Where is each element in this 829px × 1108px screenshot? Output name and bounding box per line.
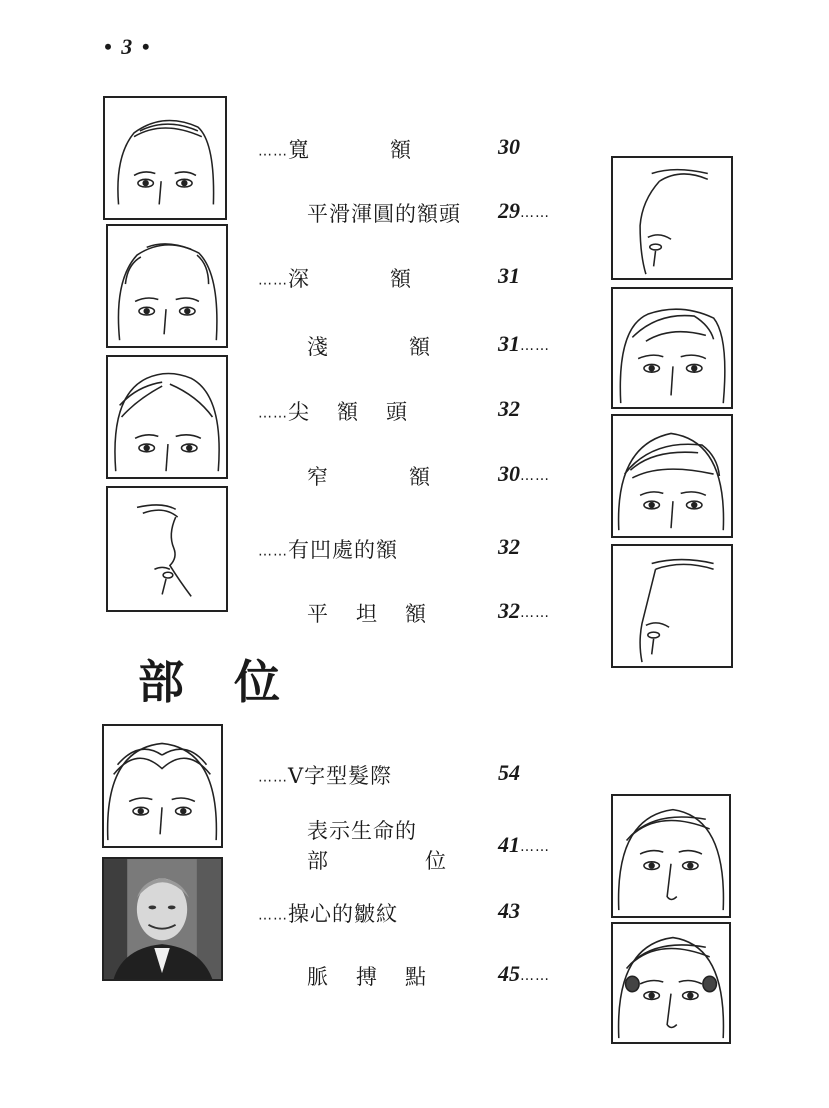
list-item xyxy=(258,534,398,564)
page-ref-value: 30 xyxy=(498,461,520,486)
entry-label: V字型髮際 xyxy=(288,764,393,788)
page-ref xyxy=(498,832,550,858)
leader-dots: …… xyxy=(520,204,550,221)
leader-dots: …… xyxy=(520,337,550,354)
leader-dots: …… xyxy=(258,543,288,560)
list-item xyxy=(258,898,398,928)
page-ref xyxy=(498,331,550,357)
leader-dots: …… xyxy=(520,967,550,984)
page-ref-value: 29 xyxy=(498,198,520,223)
list-item xyxy=(307,961,454,991)
entry-label: 淺 額 xyxy=(307,335,460,359)
face-life-area-icon xyxy=(611,794,731,918)
page-number: • 3 • xyxy=(104,34,152,59)
leader-dots: …… xyxy=(258,907,288,924)
list-item xyxy=(307,198,461,228)
list-item xyxy=(258,396,435,426)
page-ref-value: 31 xyxy=(498,331,520,356)
leader-dots: …… xyxy=(258,405,288,422)
entry-label: 平滑渾圓的額頭 xyxy=(307,202,461,226)
leader-dots: …… xyxy=(520,838,550,855)
list-item xyxy=(307,331,460,361)
entry-label: 尖額頭 xyxy=(288,400,435,424)
face-narrow-forehead-icon xyxy=(611,414,733,538)
face-pulse-point-icon xyxy=(611,922,731,1044)
face-deep-forehead-icon xyxy=(106,224,228,348)
entry-label: 窄 額 xyxy=(307,465,460,489)
page-ref: 54 xyxy=(498,760,520,785)
list-item xyxy=(307,598,454,628)
profile-flat-forehead-icon xyxy=(611,544,733,668)
section-heading xyxy=(138,646,282,712)
section-heading-char-1: 部 xyxy=(138,655,186,709)
leader-dots: …… xyxy=(520,604,550,621)
page-ref-value: 32 xyxy=(498,598,520,623)
face-v-hairline-icon xyxy=(102,724,223,848)
leader-dots: …… xyxy=(520,467,550,484)
profile-dented-forehead-icon xyxy=(106,486,228,612)
list-item xyxy=(258,134,441,164)
page-ref: 43 xyxy=(498,898,520,923)
profile-rounded-forehead-icon xyxy=(611,156,733,280)
page-ref xyxy=(498,198,550,224)
list-item xyxy=(307,461,460,491)
page-ref xyxy=(498,961,550,987)
page-ref: 30 xyxy=(498,134,520,159)
page-ref xyxy=(498,598,550,624)
page-ref: 31 xyxy=(498,263,520,288)
entry-label: 平坦額 xyxy=(307,602,454,626)
list-item xyxy=(258,760,392,790)
face-wide-forehead-icon xyxy=(103,96,227,220)
entry-label: 寬 額 xyxy=(288,138,441,162)
leader-dots: …… xyxy=(258,769,288,786)
page-ref: 32 xyxy=(498,534,520,559)
entry-label-line-2: 部 位 xyxy=(307,849,484,873)
page-ref xyxy=(498,461,550,487)
entry-label-line-1: 表示生命的 xyxy=(307,819,417,843)
entry-label: 深 額 xyxy=(288,267,441,291)
leader-dots: …… xyxy=(258,272,288,289)
page-ref: 32 xyxy=(498,396,520,421)
entry-label: 有凹處的額 xyxy=(288,538,398,562)
face-pointed-hairline-icon xyxy=(106,355,228,479)
leader-dots: …… xyxy=(258,143,288,160)
page-ref-value: 41 xyxy=(498,832,520,857)
list-item xyxy=(258,263,441,293)
face-shallow-forehead-icon xyxy=(611,287,733,409)
page-ref-value: 45 xyxy=(498,961,520,986)
section-heading-char-2: 位 xyxy=(234,655,282,709)
list-item xyxy=(307,816,484,876)
entry-label: 脈搏點 xyxy=(307,965,454,989)
photo-worry-lines xyxy=(102,857,223,981)
entry-label: 操心的皺紋 xyxy=(288,902,398,926)
